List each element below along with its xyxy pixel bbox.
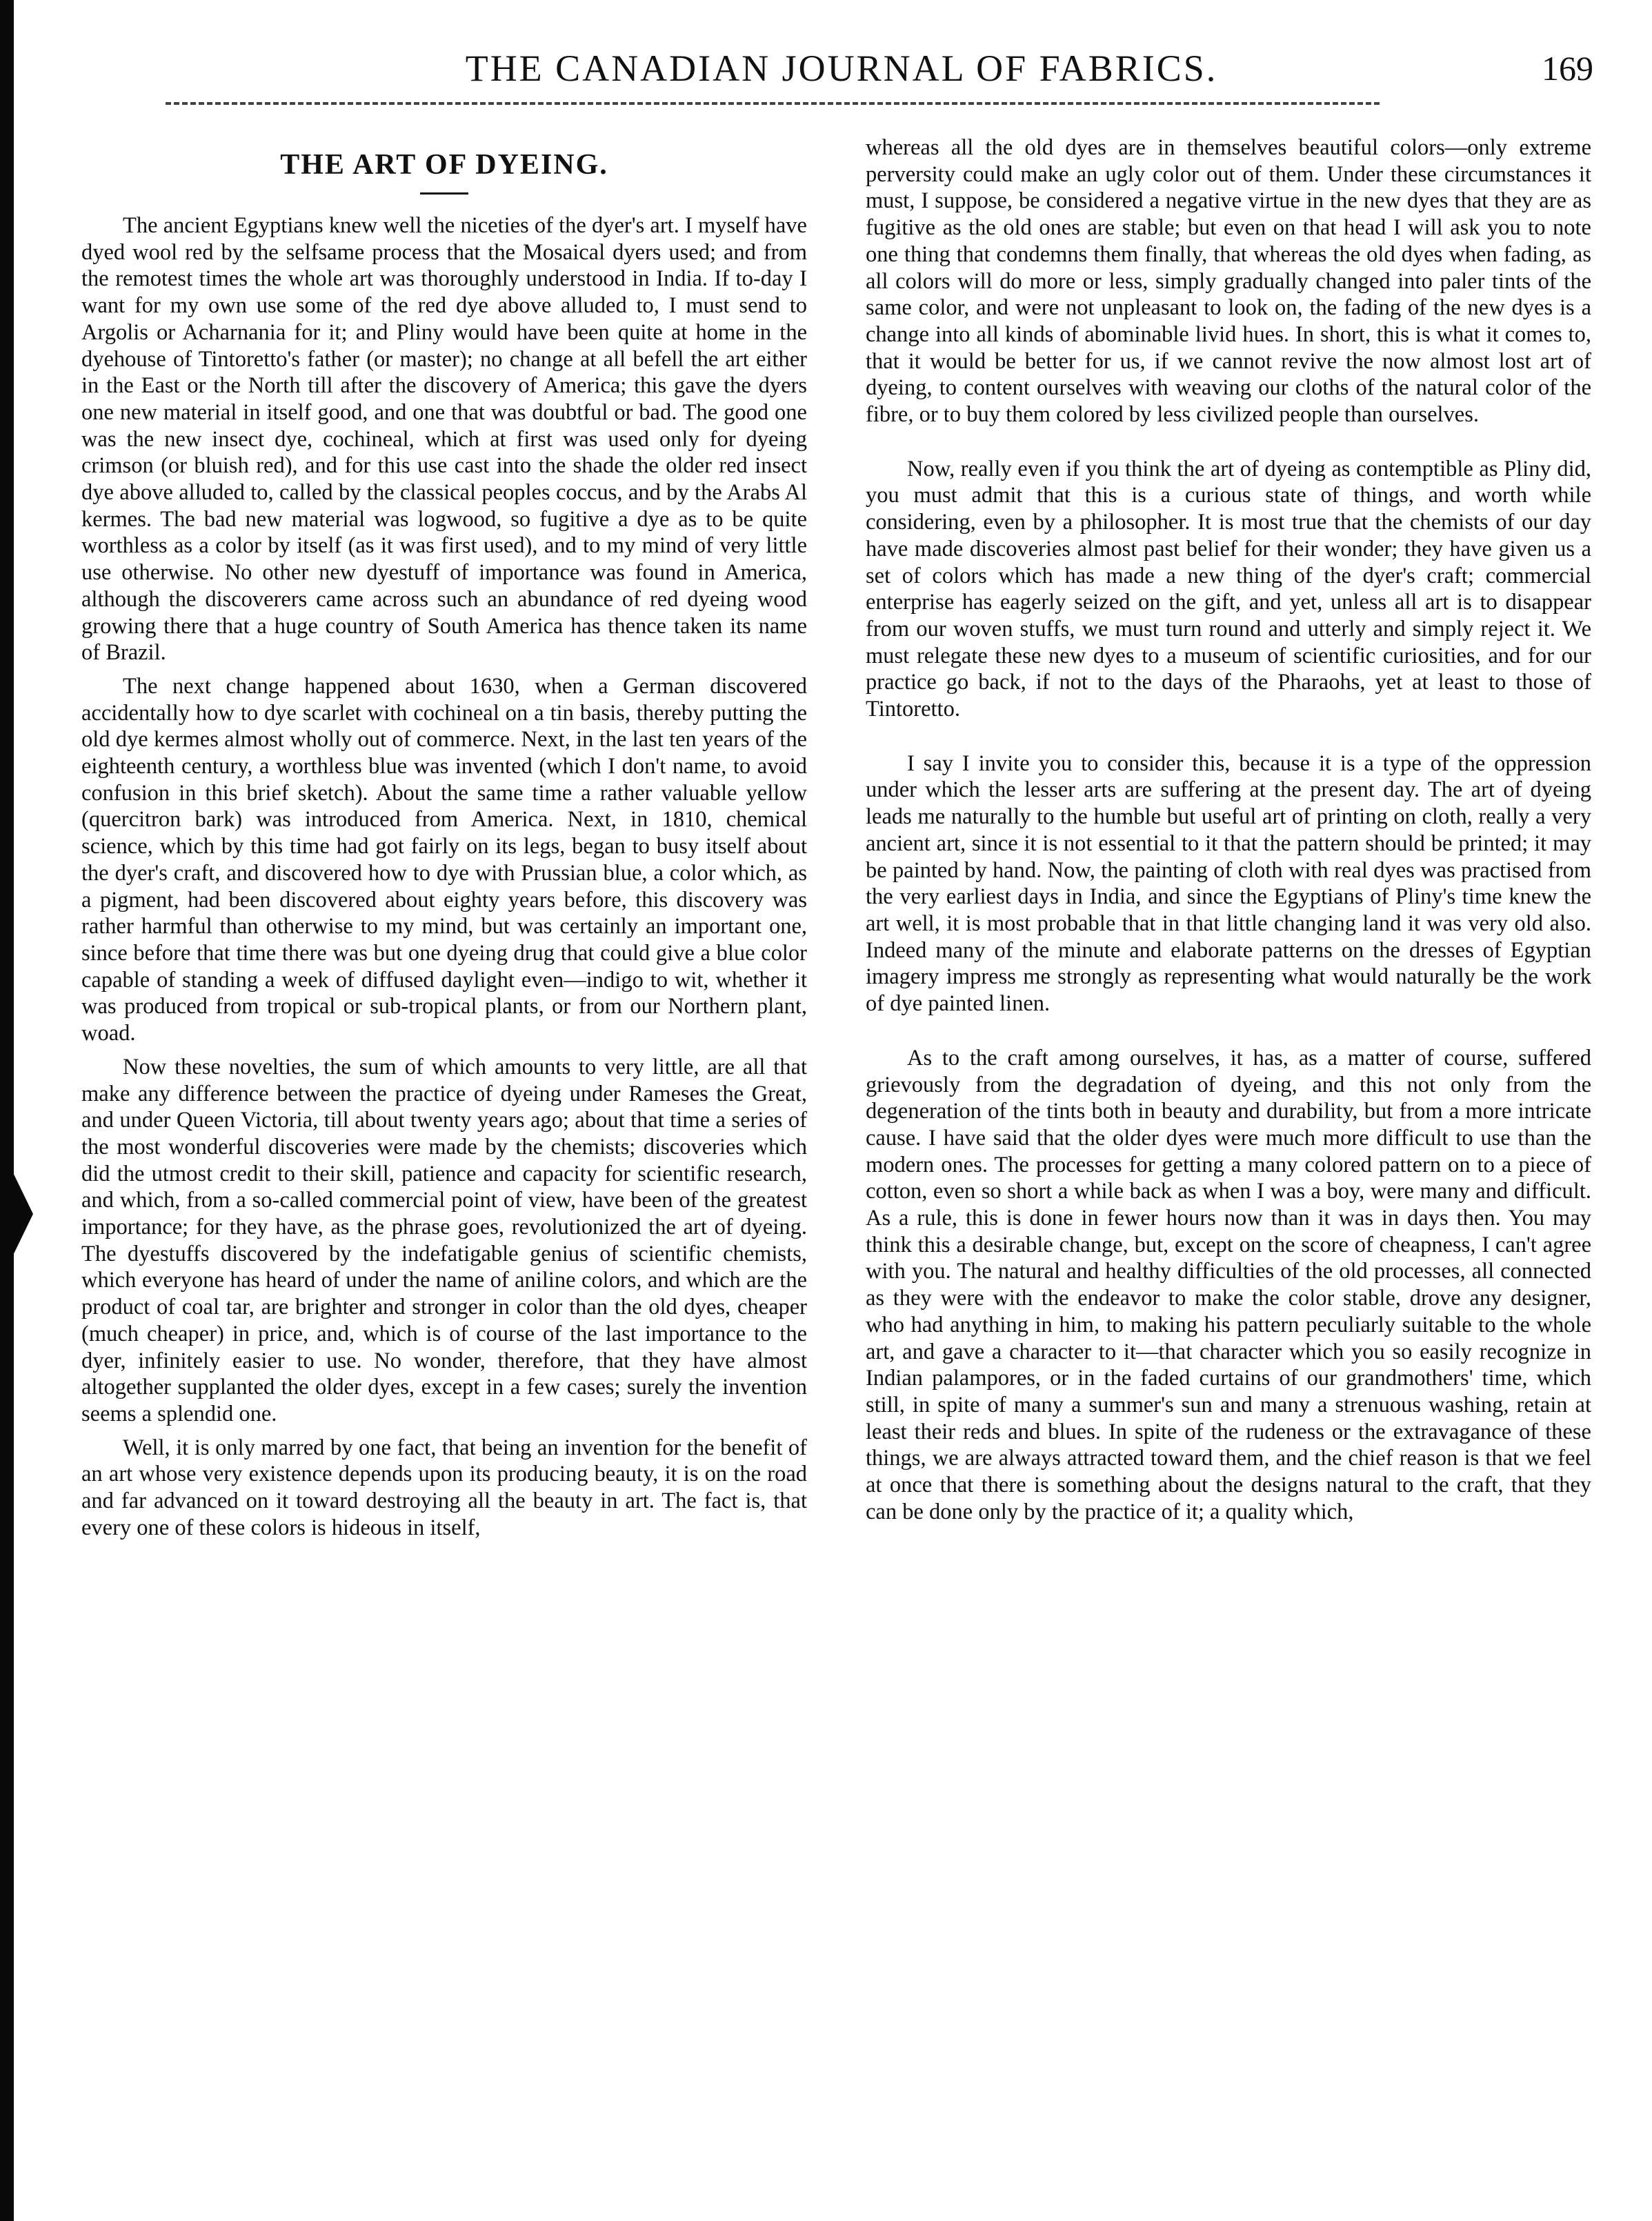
paragraph: I say I invite you to consider this, because it is a type of the oppression under which the lesser arts are suffering at the present day. The art of dyeing leads me naturally to the humble but useful art of printing on cloth, really a very ancient art, since it is not essential to it that the pattern should be printed; it may be painted by hand. Now, the painting of cloth with real dyes was practised from the very earliest days in India, and since the Egyptians of Pliny's time knew the art well, it is most probable that in that little changing land it was very old also. Indeed many of the minute and elaborate patterns on the dresses of Egyptian imagery impress me strongly as representing what would naturally be the work of dye painted linen. (866, 750, 1591, 1017)
paragraph: The ancient Egyptians knew well the niceties of the dyer's art. I myself have dyed wool red by the selfsame process that the Mosaical dyers used; and from the remotest times the whole art was thoroughly understood in India. If to-day I want for my own use some of the red dye above alluded to, I must send to Argolis or Acharnania for it; and Pliny would have been quite at home in the dyehouse of Tintoretto's father (or master); no change at all befell the art either in the East or the North till after the discovery of America; this gave the dyers one new material in itself good, and one that was doubtful or bad. The good one was the new insect dye, cochineal, which at first was used only for dyeing crimson (or bluish red), and for this use cast into the shade the older red insect dye above alluded to, called by the classical peoples coccus, and by the Arabs Al kermes. The bad new material was logwood, so fugitive a dye as to be quite worthless as a color by itself (as it was first used), and to my mind of very little use otherwise. No other new dyestuff of importance was found in America, although the discoverers came across such an abundance of red dyeing wood growing there that a huge country of South America has thence taken its name of Brazil. (81, 213, 807, 666)
title-rule (420, 192, 468, 195)
right-column (866, 135, 1591, 1525)
paragraph: Well, it is only marred by one fact, that being an invention for the benefit of an art whose very existence depends upon its producing beauty, it is on the road and far advanced on it toward destroying all the beauty in art. The fact is, that every one of these colors is hideous in itself, (81, 1435, 807, 1540)
paragraph: The next change happened about 1630, when a German discovered accidentally how to dye scarlet with cochineal on a tin basis, thereby putting the old dye kermes almost wholly out of commerce. Next, in the last ten years of the eighteenth century, a worthless blue was invented (which I don't name, to avoid confusion in this brief sketch). About the same time a rather valuable yellow (quercitron bark) was introduced from America. Next, in 1810, chemical science, which by this time had got fairly on its legs, began to busy itself about the dyer's craft, and discovered how to dye with Prussian blue, a color which, as a pigment, had been discovered about eighty years before, this discovery was rather harmful than otherwise to my mind, but was certainly an important one, since before that time there was but one dyeing drug that could give a blue color capable of standing a week of diffused daylight even—indigo to wit, whether it was produced from tropical or sub-tropical plants, or from our Northern plant, woad. (81, 673, 807, 1046)
paragraph: whereas all the old dyes are in themselves beautiful colors—only extreme perversity could make an ugly color out of them. Under these circumstances it must, I suppose, be considered a negative virtue in the new dyes that they are as fugitive as the old ones are stable; but even on that head I will ask you to note one thing that condemns them finally, that whereas the old dyes when fading, as all colors will do more or less, simply gradually changed into paler tints of the same color, and were not unpleasant to look on, the fading of the new dyes is a change into all kinds of abominable livid hues. In short, this is what it comes to, that it would be better for us, if we cannot revive the now almost lost art of dyeing, to content ourselves with weaving our cloths of the natural color of the fibre, or to buy them colored by less civilized people than ourselves. (866, 135, 1591, 428)
binding-edge-notch (10, 1166, 33, 1262)
journal-title: THE CANADIAN JOURNAL OF FABRICS. (465, 48, 1218, 89)
article-title: THE ART OF DYEING. (280, 149, 608, 181)
paragraph: Now, really even if you think the art of dyeing as contemptible as Pliny did, you must admit that this is a curious state of things, and worth while considering, even by a philosopher. It is most true that the chemists of our day have made discoveries almost past belief for their wonder; they have given us a set of colors which has made a new thing of the dyer's craft; commercial enterprise has eagerly seized on the gift, and yet, unless all art is to disappear from our woven stuffs, we must turn round and utterly and simply reject it. We must relegate these new dyes to a museum of scientific curiosities, and for our practice go back, if not to the days of the Pharaohs, yet at least to those of Tintoretto. (866, 456, 1591, 722)
paragraph: Now these novelties, the sum of which amounts to very little, are all that make any difference between the practice of dyeing under Rameses the Great, and under Queen Victoria, till about twenty years ago; about that time a series of the most wonderful discoveries were made by the chemists; discoveries which did the utmost credit to their skill, patience and capacity for scientific research, and which, from a so-called commercial point of view, have been of the greatest importance; for they have, as the phrase goes, revolutionized the art of dyeing. The dyestuffs discovered by the indefatigable genius of scientific chemists, which everyone has heard of under the name of aniline colors, and which are the product of coal tar, are brighter and stronger in color than the old dyes, cheaper (much cheaper) in price, and, which is of course of the last importance to the dyer, infinitely easier to use. No wonder, therefore, that they have almost altogether supplanted the older dyes, except in a few cases; surely the invention seems a splendid one. (81, 1054, 807, 1426)
header-rule (166, 102, 1380, 105)
page-header (83, 47, 1600, 102)
left-column (81, 135, 807, 1541)
paragraph: As to the craft among ourselves, it has, as a matter of course, suffered grievously from the degradation of dyeing, and this not only from the degeneration of the tints both in beauty and durability, but from a more intricate cause. I have said that the older dyes were much more difficult to use than the modern ones. The processes for getting a many colored pattern on to a piece of cotton, even so short a while back as when I was a boy, were many and difficult. As a rule, this is done in fewer hours now than it was in days then. You may think this a desirable change, but, except on the score of cheapness, I can't agree with you. The natural and healthy difficulties of the old processes, all connected as they were with the endeavor to make the color stable, drove any designer, who had anything in him, to making his pattern peculiarly suitable to the whole art, and gave a character to it—that character which you so easily recognize in Indian palampores, or in the faded curtains of our grandmothers' time, which still, in spite of many a summer's sun and many a strenuous washing, retain at least their reds and blues. In spite of the rudeness or the extravagance of these things, we are always attracted toward them, and the chief reason is that we feel at once that there is something about the designs natural to the craft, that they can be done only by the practice of it; a quality which, (866, 1045, 1591, 1524)
page-binding-edge (0, 0, 14, 2221)
page-number: 169 (1542, 49, 1593, 88)
